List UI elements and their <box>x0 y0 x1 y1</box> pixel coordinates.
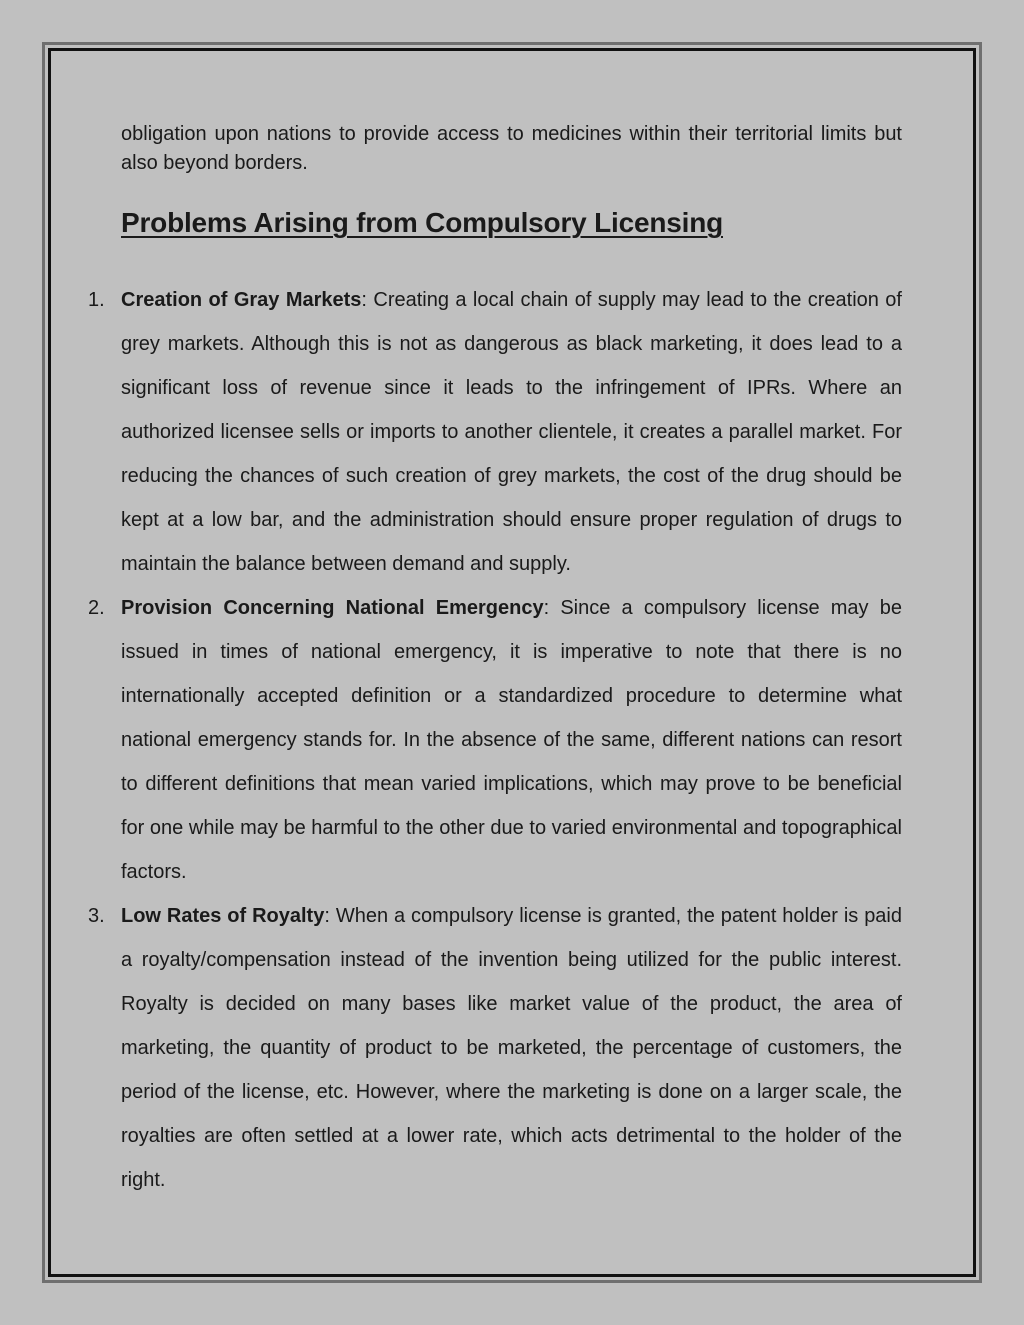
list-item-title: Creation of Gray Markets <box>121 289 362 311</box>
problems-list <box>88 278 903 1202</box>
list-item-title: Provision Concerning National Emergency <box>121 597 544 619</box>
list-item-body: : Since a compulsory license may be issued in times of national emergency, it is imperative to note that there is no internationally accepted definition or a standardized procedure to determine what national emergency stands for. In the absence of the same, different nations can resort to different definitions that mean varied implications, which may prove to be beneficial for one while may be harmful to the other due to varied environmental and topographical factors. <box>121 597 902 883</box>
list-item-body: : When a compulsory license is granted, the patent holder is paid a royalty/compensation instead of the invention being utilized for the public interest. Royalty is decided on many bases like market value of the product, the area of marketing, the quantity of product to be marketed, the percentage of customers, the period of the license, etc. However, where the marketing is done on a larger scale, the royalties are often settled at a lower rate, which acts detrimental to the holder of the right. <box>121 905 903 1191</box>
section-heading: Problems Arising from Compulsory Licensing <box>121 207 723 238</box>
intro-paragraph: obligation upon nations to provide access to medicines within their territorial limits but also beyond borders. <box>121 123 902 174</box>
list-item-number: 3. <box>88 905 105 927</box>
page-content <box>88 120 903 1202</box>
list-item-body: : Creating a local chain of supply may lead to the creation of grey markets. Although this is not as dangerous as black marketing, it does lead to a significant loss of revenue since it leads to the infringement of IPRs. Where an authorized licensee sells or imports to another clientele, it creates a parallel market. For reducing the chances of such creation of grey markets, the cost of the drug should be kept at a low bar, and the administration should ensure proper regulation of drugs to maintain the balance between demand and supply. <box>121 289 902 575</box>
list-item <box>88 894 903 1202</box>
list-item <box>88 586 902 894</box>
list-item <box>88 278 902 586</box>
list-item-number: 2. <box>88 597 105 619</box>
list-item-number: 1. <box>88 289 105 311</box>
list-item-title: Low Rates of Royalty <box>121 905 325 927</box>
